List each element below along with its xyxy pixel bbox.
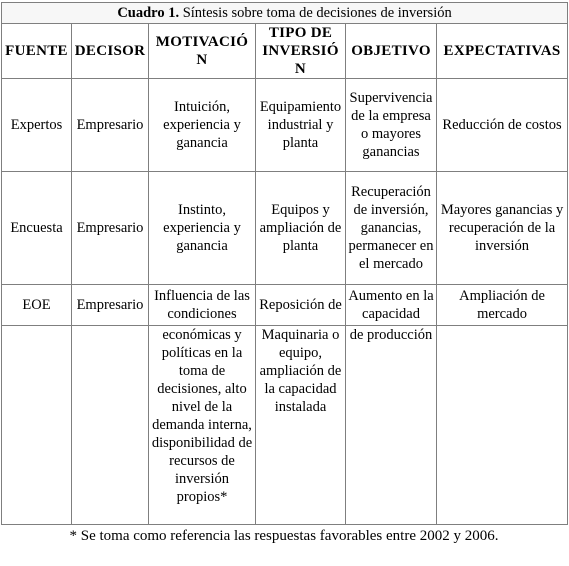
cell-decisor: Empresario xyxy=(72,79,149,172)
cell-objetivo: Recuperación de inversión, ganancias, permanecer en el mercado xyxy=(346,172,437,285)
cell-decisor: Empresario xyxy=(72,172,149,285)
header-expectativas: EXPECTATIVAS xyxy=(437,24,568,79)
cell-fuente: Encuesta xyxy=(2,172,72,285)
cell-tipo: Equipos y ampliación de planta xyxy=(256,172,346,285)
header-tipo-inversion: TIPO DE INVERSIÓN xyxy=(256,24,346,79)
investment-decision-table-container xyxy=(1,2,567,545)
cell-fuente: EOE xyxy=(2,285,72,326)
cell-tipo: Maquinaria o equipo, ampliación de la capacidad instalada xyxy=(256,326,346,525)
caption-title: Síntesis sobre toma de decisiones de inversión xyxy=(179,5,452,21)
cell-motivacion: Intuición, experiencia y ganancia xyxy=(149,79,256,172)
header-objetivo: OBJETIVO xyxy=(346,24,437,79)
cell-objetivo: de producción xyxy=(346,326,437,525)
cell-expectativas xyxy=(437,326,568,525)
cell-expectativas: Reducción de costos xyxy=(437,79,568,172)
header-motivacion: MOTIVACIÓN xyxy=(149,24,256,79)
table-footnote: * Se toma como referencia las respuestas favorables entre 2002 y 2006. xyxy=(69,528,499,544)
table-caption xyxy=(2,3,568,24)
cell-motivacion: económicas y políticas en la toma de decisiones, alto nivel de la demanda interna, disponibilidad de recursos de inversión propios* xyxy=(149,326,256,525)
cell-fuente xyxy=(2,326,72,525)
header-row xyxy=(2,24,568,79)
cell-objetivo: Supervivencia de la empresa o mayores ganancias xyxy=(346,79,437,172)
cell-fuente: Expertos xyxy=(2,79,72,172)
investment-decision-table xyxy=(1,2,568,525)
table-row xyxy=(2,285,568,326)
cell-motivacion: Instinto, experiencia y ganancia xyxy=(149,172,256,285)
cell-decisor: Empresario xyxy=(72,285,149,326)
cell-tipo: Equipamiento industrial y planta xyxy=(256,79,346,172)
header-fuente: FUENTE xyxy=(2,24,72,79)
cell-expectativas: Ampliación de mercado xyxy=(437,285,568,326)
table-row xyxy=(2,326,568,525)
cell-motivacion: Influencia de las condiciones xyxy=(149,285,256,326)
header-decisor: DECISOR xyxy=(72,24,149,79)
caption-label: Cuadro 1. xyxy=(117,5,180,21)
table-row xyxy=(2,79,568,172)
table-row xyxy=(2,172,568,285)
cell-objetivo: Aumento en la capacidad xyxy=(346,285,437,326)
cell-expectativas: Mayores ganancias y recuperación de la inversión xyxy=(437,172,568,285)
cell-tipo: Reposición de xyxy=(256,285,346,326)
cell-decisor xyxy=(72,326,149,525)
